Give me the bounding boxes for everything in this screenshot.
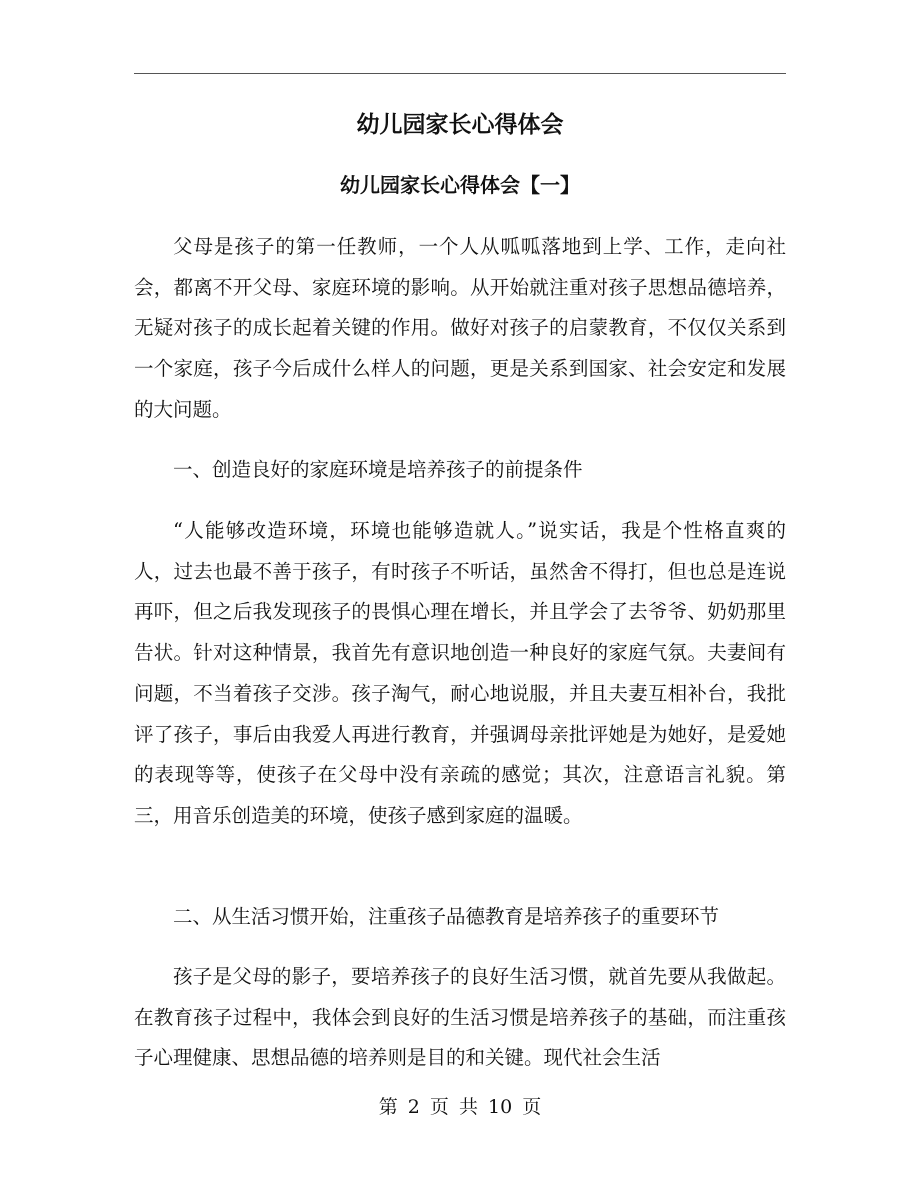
paragraph-intro: 父母是孩子的第一任教师，一个人从呱呱落地到上学、工作，走向社会，都离不开父母、家庭环境的影响。从开始就注重对孩子思想品德培养，无疑对孩子的成长起着关键的作用。做好对孩子的启蒙教育，不仅仅关系到一个家庭，孩子今后成什么样人的问题，更是关系到国家、社会安定和发展的大问题。 <box>134 235 786 421</box>
section-heading-2: 二、从生活习惯开始，注重孩子品德教育是培养孩子的重要环节 <box>173 905 720 928</box>
section-subtitle: 幼儿园家长心得体会【一】 <box>340 173 580 197</box>
page-number: 第 2 页 共 10 页 <box>378 1096 542 1118</box>
paragraph-environment: “人能够改造环境，环境也能够造就人。”说实话，我是个性格直爽的人，过去也最不善于孩子，有时孩子不听话，虽然舍不得打，但也总是连说再吓，但之后我发现孩子的畏惧心理在增长，并且学会了去爷爷、奶奶那里告状。针对这种情景，我首先有意识地创造一种良好的家庭气氛。夫妻间有问题，不当着孩子交涉。孩子淘气，耐心地说服，并且夫妻互相补台，我批评了孩子，事后由我爱人再进行教育，并强调母亲批评她是为她好，是爱她的表现等等，使孩子在父母中没有亲疏的感觉；其次，注意语言礼貌。第三，用音乐创造美的环境，使孩子感到家庭的温暖。 <box>134 519 786 827</box>
section-heading-1: 一、创造良好的家庭环境是培养孩子的前提条件 <box>173 458 583 481</box>
document-title: 幼儿园家长心得体会 <box>356 112 564 138</box>
header-rule <box>134 73 786 74</box>
paragraph-habits: 孩子是父母的影子，要培养孩子的良好生活习惯，就首先要从我做起。在教育孩子过程中，我体会到良好的生活习惯是培养孩子的基础，而注重孩子心理健康、思想品德的培养则是目的和关键。现代社会生活 <box>134 965 786 1070</box>
